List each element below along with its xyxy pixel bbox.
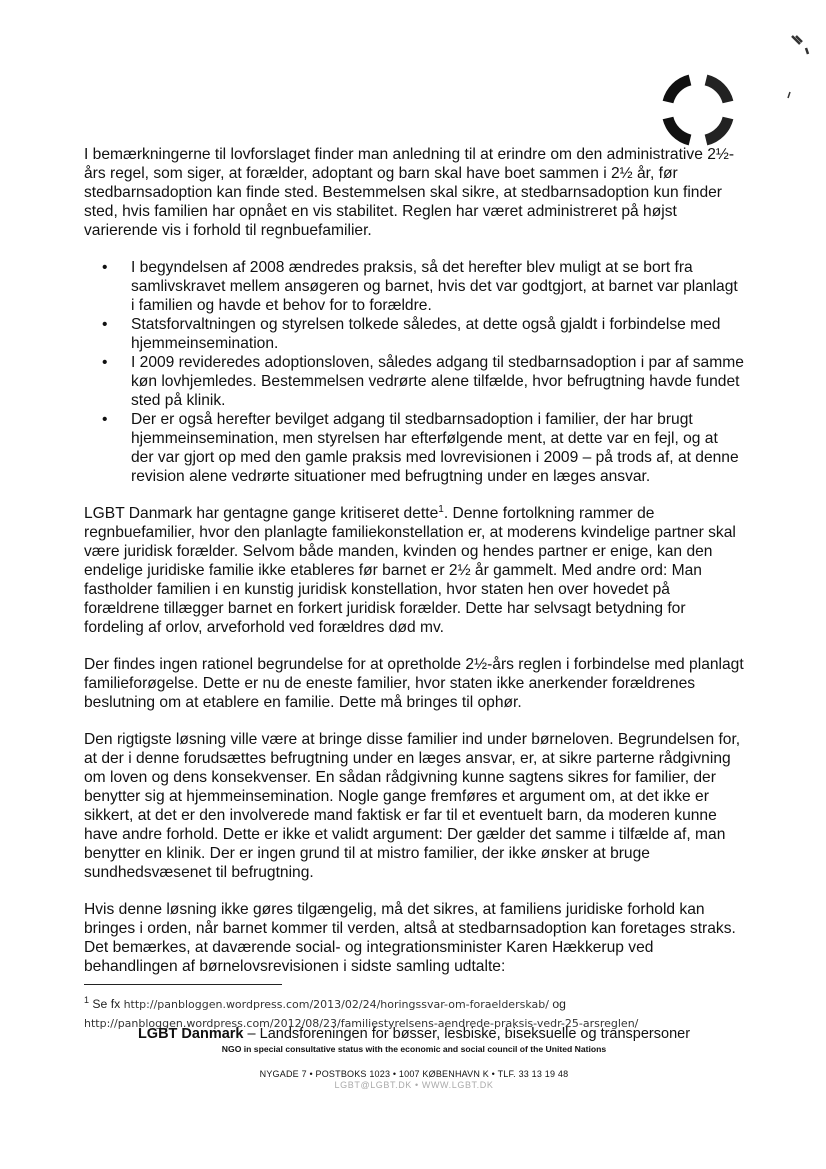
bullet-text: I begyndelsen af 2008 ændredes praksis, så det herefter blev muligt at se bort fra samlivskravet mellem ansøgeren og barnet, hvis det var godtgjort, at barnet var planlagt i familien og havde et behov for to forældre. [131, 259, 738, 314]
bullet-text: I 2009 revideredes adoptionsloven, således adgang til stedbarnsadoption i par af samme køn lovhjemledes. Bestemmelsen vedrørte alene tilfælde, hvor befrugtning havde fundet sted på klinik. [131, 354, 744, 409]
punch-mark-icon [782, 30, 822, 100]
footnote-divider [84, 984, 282, 985]
footnote-link-2[interactable]: http://panbloggen.wordpress.com/2012/08/23/familiestyrelsens-aendrede-praksis-vedr-25-arsreglen/ [84, 1017, 639, 1030]
bullet-text: Statsforvaltningen og styrelsen tolkede således, at dette også gjaldt i forbindelse med hjemmeinsemination. [131, 316, 721, 352]
org-name: LGBT Danmark [137, 1026, 244, 1042]
rationale-paragraph: Der findes ingen rationel begrundelse for at opretholde 2½-års reglen i forbindelse med planlagt familieforøgelse. Dette er nu de eneste familier, hvor staten ikke anerkender forældrenes beslutning om at etablere en familie. Dette må bringes til ophør. [84, 656, 744, 711]
contact-info: LGBT@LGBT.DK • WWW.LGBT.DK [334, 1080, 494, 1090]
solution-paragraph: Den rigtigste løsning ville være at bringe disse familier ind under børneloven. Begrundelsen for, at der i denne forudsættes befrugtning under en læges ansvar, er, at sikre parterne rådgivning om loven og dens konsekvenser. En sådan rådgivning kunne sagtens sikres for familier, der benytter sig at hjemmeinsemination. Nogle gange fremføres et argument om, at det ikke er sikkert, at det er den involverede mand faktisk er far til et eventuelt barn, da moderen kunne have andre forhold. Dette er ikke et validt argument: Der gælder det samme i tilfælde af, man benytter en klinik. Der er ingen grund til at mistro familier, der ikke ønsker at bruge sundhedsvæsenet til befrugtning. [84, 731, 741, 881]
intro-paragraph: I bemærkningerne til lovforslaget finder man anledning til at erindre om den administrative 2½-års regel, som siger, at forælder, adoptant og barn skal have boet sammen i 2½ år, før stedbarnsadoption kan finde sted. Bestemmelsen skal sikre, at stedbarnsadoption kun finder sted, hvis familien har opnået en vis stabilitet. Reglen har været administreret på højst varierende vis i forhold til regnbuefamilier. [84, 146, 735, 239]
footnote-link-1[interactable]: http://panbloggen.wordpress.com/2013/02/24/horingssvar-om-foraelderskab/ [123, 998, 549, 1011]
footnote-reference[interactable]: 1 [438, 503, 444, 515]
letter-body [84, 145, 744, 994]
org-line: LGBT Danmark – Landsforeningen for bøsser, lesbiske, biseksuelle og transpersoner [137, 1026, 691, 1042]
list-item: • Statsforvaltningen og styrelsen tolkede således, at dette også gjaldt i forbindelse med hjemmeinsemination. [102, 316, 721, 352]
practice-bullet-list [84, 258, 744, 486]
footnote-lead: Se fx [92, 997, 121, 1011]
org-description: Landsforeningen for bøsser, lesbiske, biseksuelle og transpersoner [259, 1026, 691, 1042]
bullet-text: Der er også herefter bevilget adgang til stedbarnsadoption i familier, der har brugt hjemmeinsemination, men styrelsen har efterfølgende ment, at dette var en fejl, og at der var gjort op med den gamle praksis med lovrevisionen i 2009 – på trods af, at denne revision alene vedrørte situationer med befrugtning under en læges ansvar. [131, 411, 739, 485]
lgbt-logo-icon [660, 72, 736, 148]
letterhead-footer [84, 1025, 744, 1091]
list-item: • Der er også herefter bevilget adgang til stedbarnsadoption i familier, der har brugt hjemmeinsemination, men styrelsen har efterfølgende ment, at dette var en fejl, og at der var gjort op med den gamle praksis med lovrevisionen i 2009 – på trods af, at denne revision alene vedrørte situationer med befrugtning under en læges ansvar. [102, 411, 739, 485]
criticism-paragraph: LGBT Danmark har gentagne gange kritiseret dette$^1$. Denne fortolkning rammer de regnbuefamilier, hvor den planlagte familiekonstellation er, at moderens kvindelige partner skal være juridisk forælder. Selvom både manden, kvinden og hendes partner er enige, kan den endelige juridiske familie ikke etableres før barnet er 2½ år gammelt. Med andre ord: Man fastholder familien i en kunstig juridisk konstellation, hvor staten hen over hovedet på forældrene tillægger barnet en forkert juridisk forælder. Dette har selvsagt betydning for fordeling af orlov, arveforhold ved forældres død mv. [84, 503, 736, 636]
alternative-paragraph: Hvis denne løsning ikke gøres tilgængelig, må det sikres, at familiens juridiske forhold kan bringes i orden, når barnet kommer til verden, altså at stedbarnsadoption kan foretages straks. Det bemærkes, at daværende social- og integrationsminister Karen Hækkerup ved behandlingen af børnelovsrevisionen i sidste samling udtalte: [84, 901, 736, 975]
footnote-number: 1 [84, 994, 90, 1005]
ngo-status: NGO in special consultative status with the economic and social council of the United Nations [221, 1044, 607, 1054]
postal-address: NYGADE 7 • POSTBOKS 1023 • 1007 KØBENHAVN K • TLF. 33 13 19 48 [259, 1069, 569, 1079]
footnote-joiner: og [552, 997, 566, 1011]
list-item: • I begyndelsen af 2008 ændredes praksis, så det herefter blev muligt at se bort fra samlivskravet mellem ansøgeren og barnet, hvis det var godtgjort, at barnet var planlagt i familien og havde et behov for to forældre. [102, 259, 738, 314]
list-item: • I 2009 revideredes adoptionsloven, således adgang til stedbarnsadoption i par af samme køn lovhjemledes. Bestemmelsen vedrørte alene tilfælde, hvor befrugtning havde fundet sted på klinik. [102, 354, 744, 409]
